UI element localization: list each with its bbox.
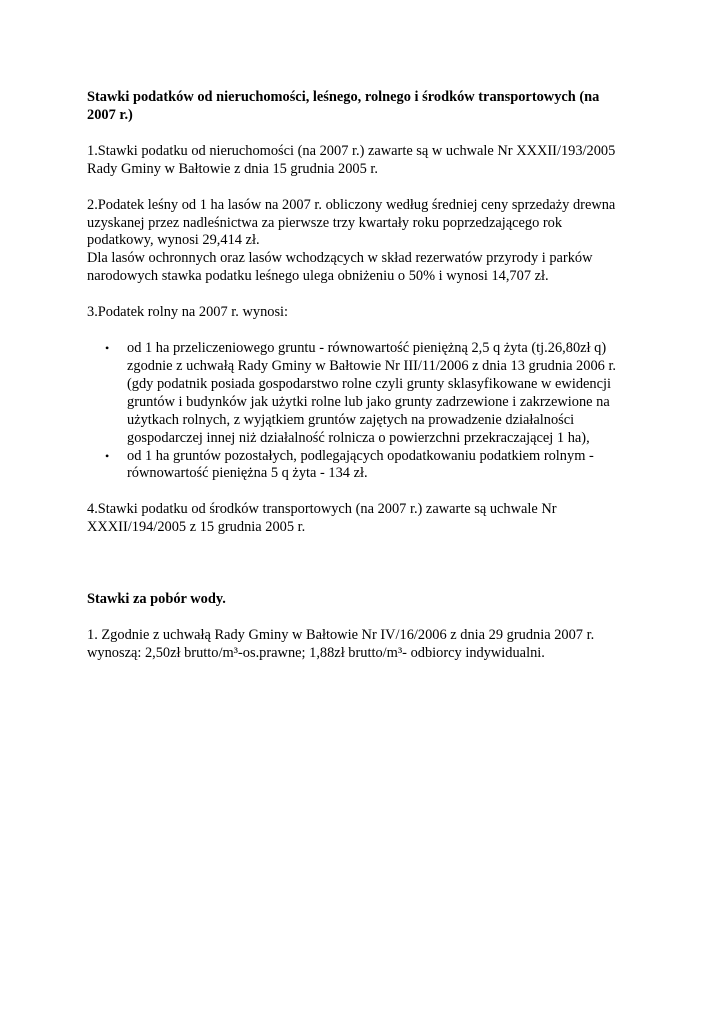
text-line: użytkach rolnych, z wyjątkiem gruntów zajętych na prowadzenie działalności xyxy=(127,411,575,428)
paragraph-transport-tax xyxy=(87,501,647,537)
text-line: XXXII/194/2005 z 15 grudnia 2005 r. xyxy=(87,519,306,536)
agricultural-tax-list xyxy=(87,340,647,483)
text-line: Dla lasów ochronnych oraz lasów wchodzących w skład rezerwatów przyrody i parków xyxy=(87,250,593,267)
text-line: gruntów i budynków jak użytki rolne lub jako grunty zadrzewione i zakrzewione na xyxy=(127,393,610,410)
bullet-icon: • xyxy=(105,448,110,463)
text-line: 1.Stawki podatku od nieruchomości (na 2007 r.) zawarte są w uchwale Nr XXXII/193/2005 xyxy=(87,142,616,159)
paragraph-agricultural-tax-intro xyxy=(87,304,647,322)
text-line: 3.Podatek rolny na 2007 r. wynosi: xyxy=(87,304,289,321)
text-line: wynoszą: 2,50zł brutto/m³-os.prawne; 1,88zł brutto/m³- odbiorcy indywidualni. xyxy=(87,644,545,661)
text-line: gospodarczej innej niż działalność rolnicza o powierzchni przekraczającej 1 ha), xyxy=(127,429,590,446)
section-spacer xyxy=(87,555,647,591)
text-line: od 1 ha przeliczeniowego gruntu - równowartość pieniężną 2,5 q żyta (tj.26,80zł q) xyxy=(127,340,607,357)
text-line: 1. Zgodnie z uchwałą Rady Gminy w Bałtowie Nr IV/16/2006 z dnia 29 grudnia 2007 r. xyxy=(87,627,595,644)
paragraph-water-rates xyxy=(87,627,647,663)
text-line: Rady Gminy w Bałtowie z dnia 15 grudnia 2005 r. xyxy=(87,160,378,177)
bullet-icon: • xyxy=(105,341,110,356)
title-line: Stawki podatków od nieruchomości, leśnego, rolnego i środków transportowych (na xyxy=(87,89,600,105)
text-line: podatkowy, wynosi 29,414 zł. xyxy=(87,232,260,249)
text-line: 2.Podatek leśny od 1 ha lasów na 2007 r. obliczony według średniej ceny sprzedaży drewna xyxy=(87,196,616,213)
document-title xyxy=(87,89,647,125)
list-item xyxy=(87,448,647,484)
list-item xyxy=(87,340,647,447)
paragraph-property-tax xyxy=(87,143,647,179)
paragraph-forest-tax xyxy=(87,197,647,287)
title-line: 2007 r.) xyxy=(87,106,133,123)
heading-line: Stawki za pobór wody. xyxy=(87,591,226,608)
text-line: narodowych stawka podatku leśnego ulega obniżeniu o 50% i wynosi 14,707 zł. xyxy=(87,268,549,285)
water-section-heading xyxy=(87,591,647,609)
document-body xyxy=(87,89,647,681)
text-line: zgodnie z uchwałą Rady Gminy w Bałtowie Nr III/11/2006 z dnia 13 grudnia 2006 r. xyxy=(127,357,617,374)
text-line: (gdy podatnik posiada gospodarstwo rolne czyli grunty sklasyfikowane w ewidencji xyxy=(127,375,611,392)
text-line: uzyskanej przez nadleśnictwa za pierwsze trzy kwartały roku poprzedzającego rok xyxy=(87,214,563,231)
text-line: od 1 ha gruntów pozostałych, podlegających opodatkowaniu podatkiem rolnym - xyxy=(127,447,594,464)
text-line: 4.Stawki podatku od środków transportowych (na 2007 r.) zawarte są uchwale Nr xyxy=(87,501,557,518)
text-line: równowartość pieniężna 5 q żyta - 134 zł. xyxy=(127,465,368,482)
